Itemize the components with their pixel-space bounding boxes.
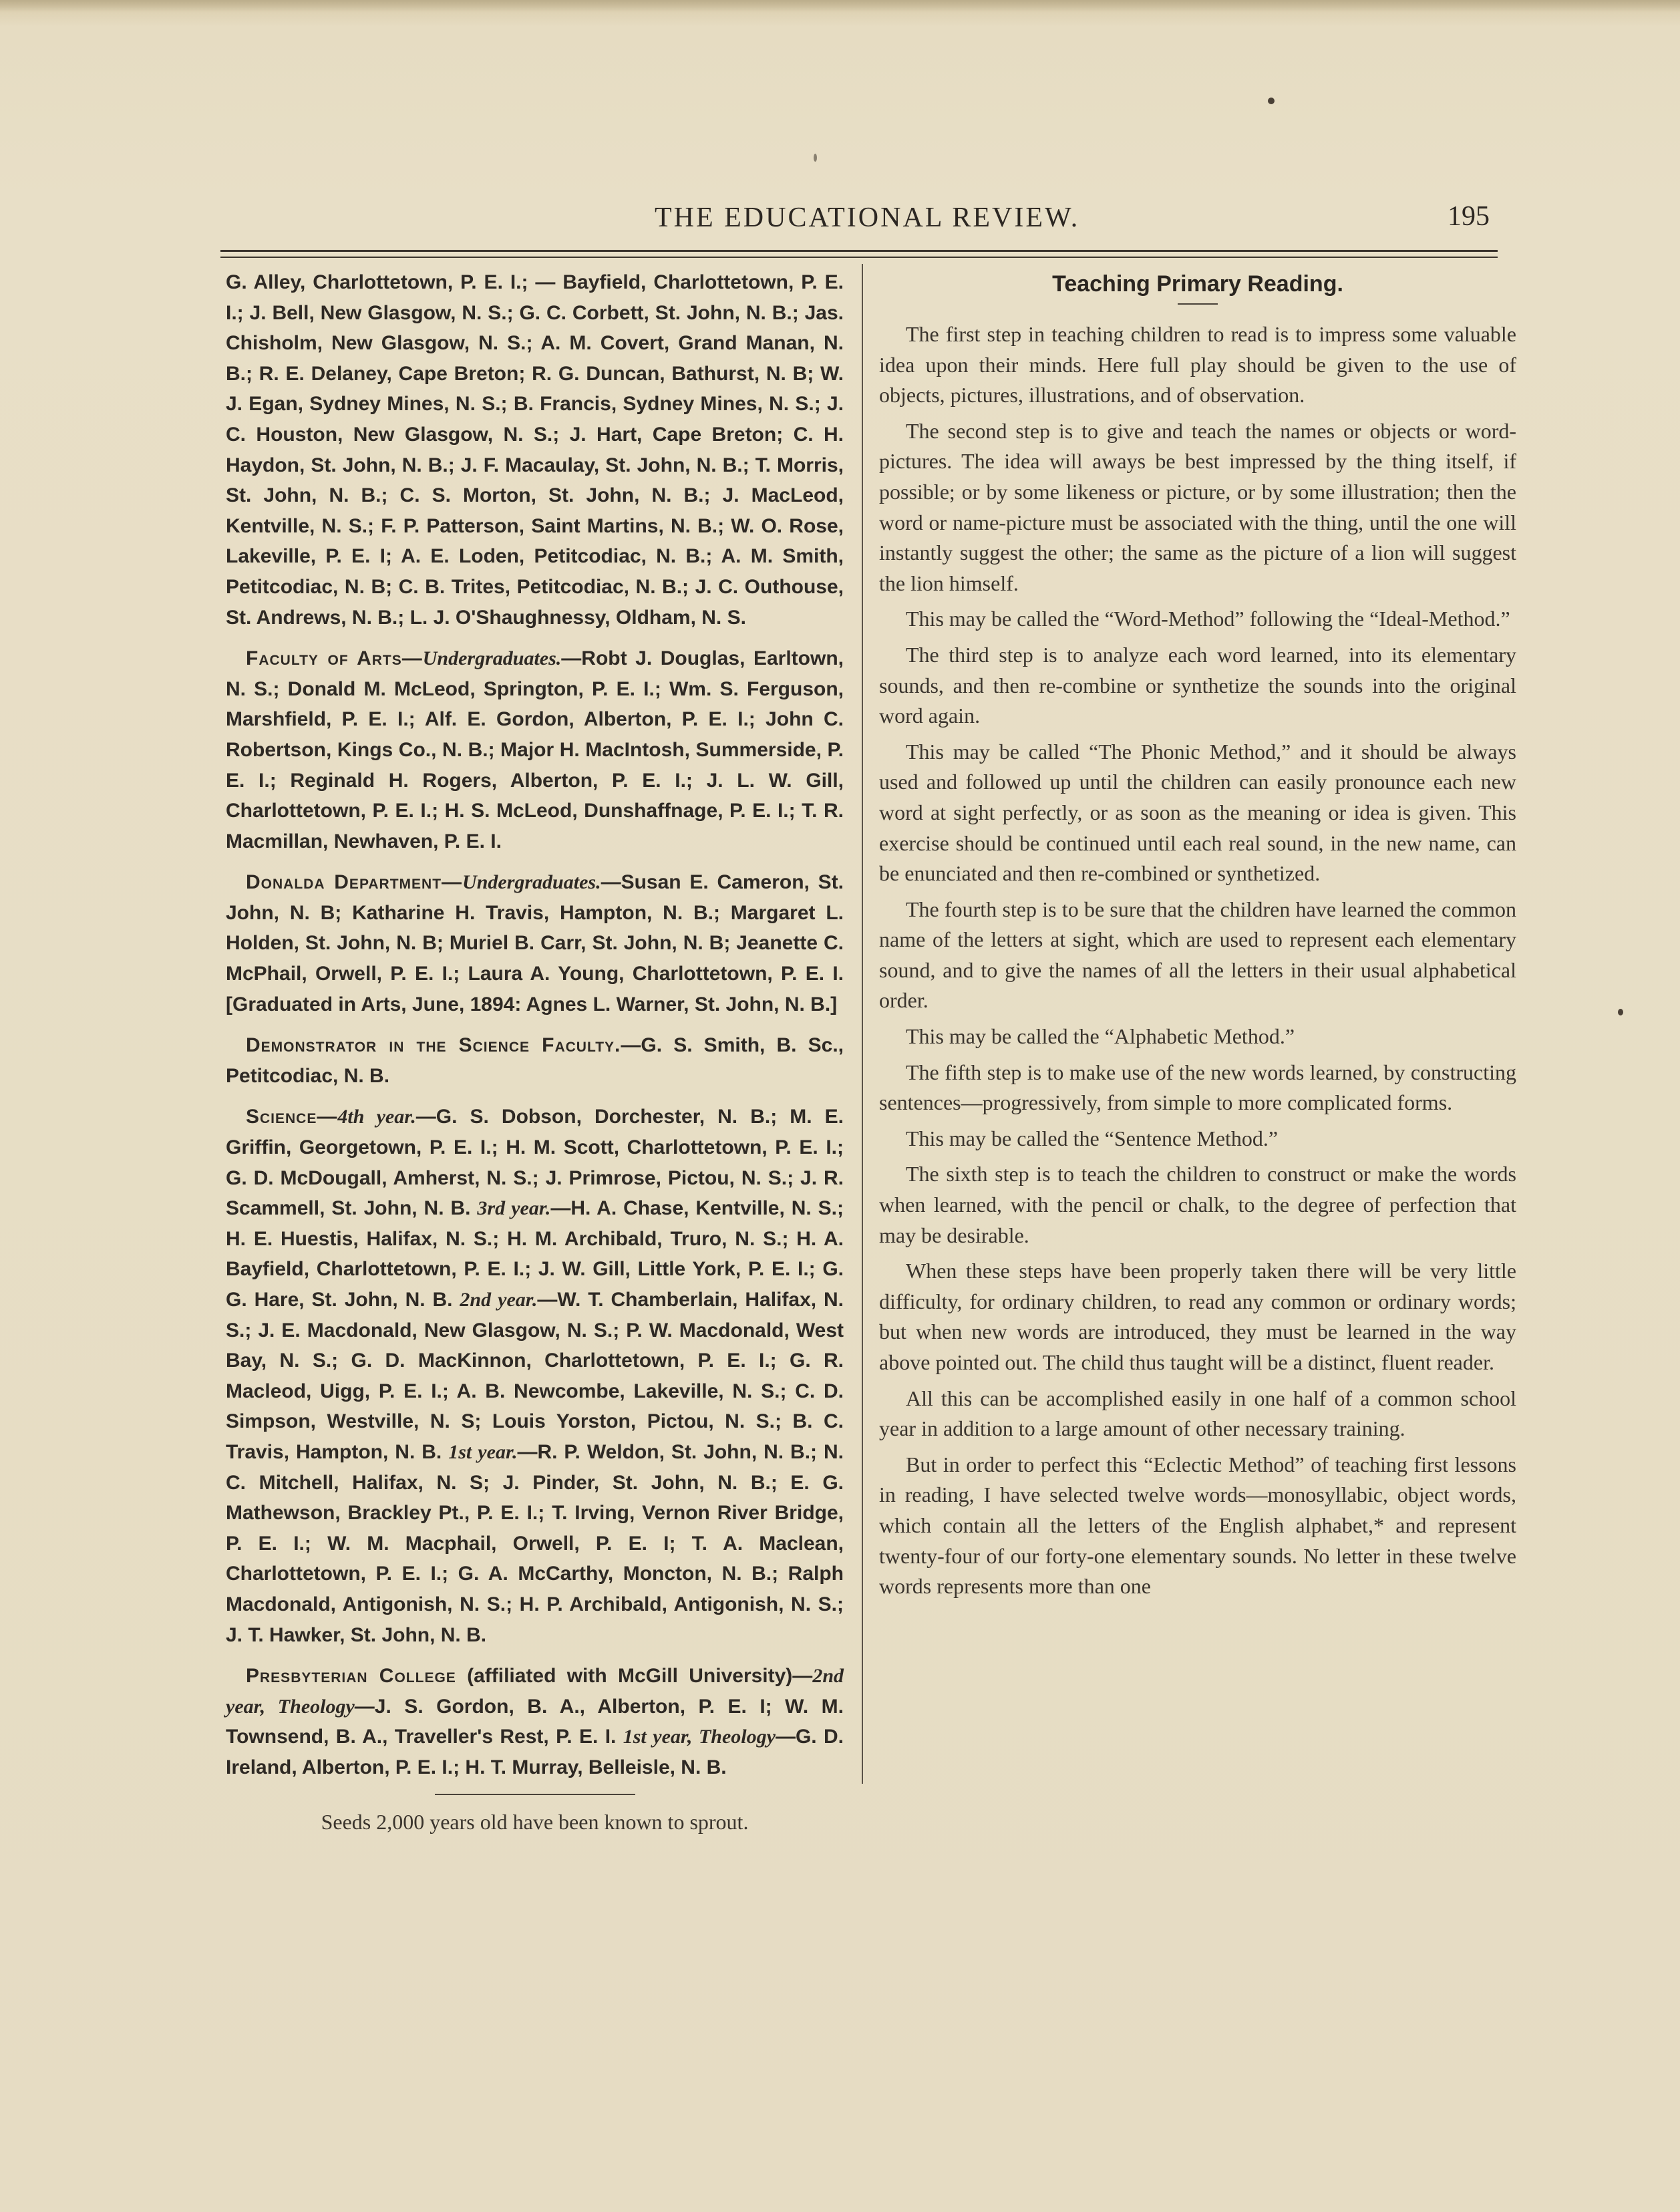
print-speck bbox=[1618, 1009, 1623, 1015]
section-heading: Presbyterian College bbox=[246, 1665, 456, 1688]
paragraph-text: —J. S. Gordon, B. A., Alberton, P. E. I; W. M. Townsend, B. A., Traveller's Rest, P. E. I. bbox=[226, 1695, 844, 1748]
paragraph-text: —W. T. Chamberlain, Halifax, N. S.; J. E. Macdonald, New Glasgow, N. S.; P. W. Macdonald, West Bay, N. S.; G. D. MacKinnon, Charlottetown, P. E. I.; G. R. Macleod, Uigg, P. E. I.; A. B. Newcombe, Lakeville, N. S.; C. D. Simpson, Westville, N. S; Louis Yorston, Pictou, N. S.; B. C. Travis, Hampton, N. B. bbox=[226, 1289, 844, 1463]
italic-label: Undergraduates. bbox=[422, 647, 562, 670]
section-heading: Faculty of Arts— bbox=[246, 647, 423, 670]
paragraph-faculty-of-arts bbox=[226, 643, 844, 856]
article-paragraph: This may be called the “Word-Method” following the “Ideal-Method.” bbox=[906, 607, 1510, 631]
article-paragraph: This may be called the “Alphabetic Method.” bbox=[906, 1024, 1295, 1049]
article-paragraph: The second step is to give and teach the names or objects or word-pictures. The idea will aways be best impressed by the thing itself, if possible; or by some likeness or picture, or by some illustration; then the word or name-picture must be associated with the thing, until the one will instantly suggest the other; the same as the picture of a lion will suggest the lion himself. bbox=[879, 418, 1516, 595]
paragraph-demonstrator bbox=[226, 1030, 844, 1091]
italic-label: 3rd year. bbox=[477, 1197, 551, 1220]
article-paragraph: But in order to perfect this “Eclectic Method” of teaching first lessons in reading, I have selected twelve words—monosyllabic, object words, which contain all the letters of the English alphabet,* and represent twenty-four of our forty-one elementary sounds. No letter in these twelve words represents more than one bbox=[879, 1452, 1516, 1599]
paragraph-text: —G. S. Dobson, Dorchester, N. B.; M. E. Griffin, Georgetown, P. E. I.; H. M. Scott, Charlottetown, P. E. I.; G. D. McDougall, Amherst, N. S.; J. Primrose, Pictou, N. S.; J. R. Scammell, St. John, N. B. bbox=[226, 1106, 844, 1220]
footnote: Seeds 2,000 years old have been known to sprout. bbox=[321, 1809, 749, 1834]
italic-label: 2nd year. bbox=[460, 1289, 538, 1311]
section-heading: Donalda Department— bbox=[246, 871, 463, 894]
article-paragraph: The fifth step is to make use of the new words learned, by constructing sentences—progressively, from simple to more complicated forms. bbox=[879, 1060, 1516, 1115]
paragraph-presbyterian-college bbox=[226, 1661, 844, 1782]
article-title: Teaching Primary Reading. bbox=[1052, 271, 1343, 297]
paragraph-text: —R. P. Weldon, St. John, N. B.; N. C. Mitchell, Halifax, N. S; J. Pinder, St. John, N. B.; E. G. Mathewson, Brackley Pt., P. E. I.; T. Irving, Vernon River Bridge, P. E. I.; W. M. Macphail, Orwell, P. E. I; T. A. Maclean, Charlottetown, P. E. I.; G. A. McCarthy, Moncton, N. B.; Ralph Macdonald, Antigonish, N. S.; H. P. Archibald, Antigonish, N. S.; J. T. Hawker, St. John, N. B. bbox=[226, 1440, 844, 1646]
page-edge-shadow bbox=[0, 0, 1680, 12]
paragraph-donalda-department bbox=[226, 867, 844, 1019]
paragraph-science bbox=[226, 1102, 844, 1650]
left-column bbox=[226, 267, 844, 1837]
article-paragraph: All this can be accomplished easily in one half of a common school year in addition to a large amount of other necessary training. bbox=[879, 1386, 1516, 1441]
page-number: 195 bbox=[1448, 201, 1490, 232]
italic-label: 4th year. bbox=[337, 1106, 416, 1128]
article-paragraph: The third step is to analyze each word learned, into its elementary sounds, and then re-combine or synthetize the sounds into the original word again. bbox=[879, 642, 1516, 728]
paragraph-text: —G. S. Smith, B. Sc., Petitcodiac, N. B. bbox=[226, 1034, 844, 1087]
title-dash bbox=[1178, 303, 1218, 305]
article-paragraph: The fourth step is to be sure that the children have learned the common name of the letters at sight, which are used to represent each elementary sound, and to give the names of all the letters in their usual alphabetical order. bbox=[879, 897, 1516, 1013]
article-body bbox=[879, 319, 1516, 1602]
print-speck bbox=[814, 154, 817, 162]
italic-label: Undergraduates. bbox=[462, 871, 601, 894]
column-divider bbox=[862, 264, 863, 1784]
paragraph-text: —Susan E. Cameron, St. John, N. B; Katharine H. Travis, Hampton, N. B.; Margaret L. Holden, St. John, N. B; Muriel B. Carr, St. John, N. B; Jeanette C. McPhail, Orwell, P. E. I.; Laura A. Young, Charlottetown, P. E. I. [Graduated in Arts, June, 1894: Agnes L. Warner, St. John, N. B.] bbox=[226, 871, 844, 1015]
paragraph-text: —H. A. Chase, Kentville, N. S.; H. E. Huestis, Halifax, N. S.; H. M. Archibald, Truro, N. S.; H. A. Bayfield, Charlottetown, P. E. I.; J. W. Gill, Little York, P. E. I.; G. G. Hare, St. John, N. B. bbox=[226, 1197, 844, 1311]
italic-label: 1st year, Theology bbox=[623, 1726, 776, 1748]
right-column bbox=[879, 267, 1516, 1607]
section-heading: Science— bbox=[246, 1106, 338, 1128]
paragraph-student-list: G. Alley, Charlottetown, P. E. I.; — Bayfield, Charlottetown, P. E. I.; J. Bell, New Glasgow, N. S.; G. C. Corbett, St. John, N. B.; Jas. Chisholm, New Glasgow, N. S.; A. M. Covert, Grand Manan, N. B.; R. E. Delaney, Cape Breton; R. G. Duncan, Bathurst, N. B; W. J. Egan, Sydney Mines, N. S.; B. Francis, Sydney Mines, N. S.; J. C. Houston, New Glasgow, N. S.; J. Hart, Cape Breton; C. H. Haydon, St. John, N. B.; J. F. Macaulay, St. John, N. B.; T. Morris, St. John, N. B.; C. S. Morton, St. John, N. B.; J. MacLeod, Kentville, N. S.; F. P. Patterson, Saint Martins, N. B.; W. O. Rose, Lakeville, P. E. I; A. E. Loden, Petitcodiac, N. B.; A. M. Smith, Petitcodiac, N. B; C. B. Trites, Petitcodiac, N. B.; J. C. Outhouse, St. Andrews, N. B.; L. J. O'Shaughnessy, Oldham, N. S. bbox=[226, 271, 844, 629]
paragraph-text: —Robt J. Douglas, Earltown, N. S.; Donald M. McLeod, Springton, P. E. I.; Wm. S. Ferguson, Marshfield, P. E. I.; Alf. E. Gordon, Alberton, P. E. I.; John C. Robertson, Kings Co., N. B.; Major H. MacIntosh, Summerside, P. E. I.; Reginald H. Rogers, Alberton, P. E. I.; J. L. W. Gill, Charlottetown, P. E. I.; H. S. McLeod, Dunshaffnage, P. E. I.; T. R. Macmillan, Newhaven, P. E. I. bbox=[226, 647, 844, 852]
article-paragraph: This may be called the “Sentence Method.” bbox=[906, 1126, 1279, 1150]
paragraph-text: (affiliated with McGill University)— bbox=[456, 1665, 813, 1688]
article-paragraph: When these steps have been properly taken there will be very little difficulty, for ordinary children, to read any common or ordinary words; but when new words are introduced, they must be learned in the way above pointed out. The child thus taught will be a distinct, fluent reader. bbox=[879, 1259, 1516, 1374]
footnote-rule bbox=[435, 1794, 635, 1795]
article-paragraph: The first step in teaching children to read is to impress some valuable idea upon their minds. Here full play should be given to the use of objects, pictures, illustrations, and of observation. bbox=[879, 322, 1516, 408]
header-rule bbox=[220, 250, 1498, 252]
section-heading: Demonstrator in the Science Faculty. bbox=[246, 1034, 621, 1057]
italic-label: 2nd year, Theology bbox=[226, 1665, 844, 1718]
header-rule-double bbox=[220, 257, 1498, 258]
page-header bbox=[220, 200, 1498, 241]
italic-label: 1st year. bbox=[448, 1440, 518, 1463]
article-paragraph: This may be called “The Phonic Method,” and it should be always used and followed up until the children can easily pronounce each new word at sight perfectly, or as soon as the meaning or idea is given. This exercise should be continued until each real sound, in the new name, can be enunciated and then re-combined or synthetized. bbox=[879, 739, 1516, 886]
print-speck bbox=[1268, 98, 1275, 104]
article-paragraph: The sixth step is to teach the children to construct or make the words when learned, with the pencil or chalk, to the degree of perfection that may be desirable. bbox=[879, 1162, 1516, 1247]
running-title: THE EDUCATIONAL REVIEW. bbox=[655, 202, 1080, 233]
paragraph-text: —G. D. Ireland, Alberton, P. E. I.; H. T. Murray, Belleisle, N. B. bbox=[226, 1726, 844, 1778]
